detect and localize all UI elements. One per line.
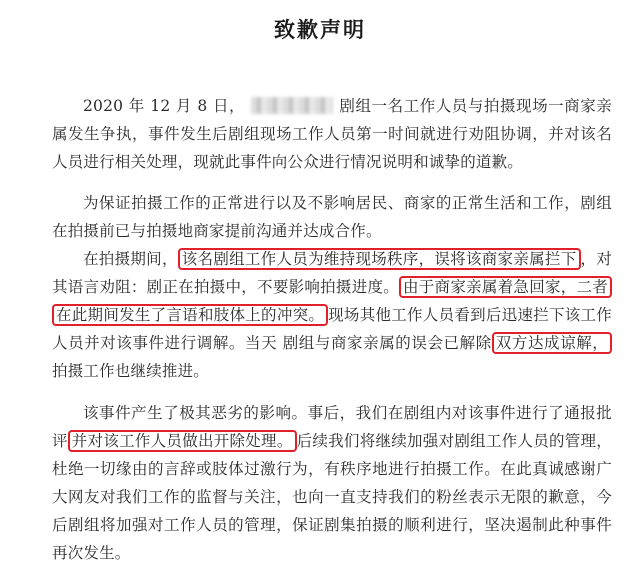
highlight-box-dismissal: 并对该工作人员做出开除处理。 [68,430,297,452]
paragraph-4 [52,399,612,567]
highlight-box-stopped-relative: 该名剧组工作人员为维持现场秩序，误将该商家亲属拦下 [178,248,581,270]
paragraph-1 [52,92,612,176]
paragraph-1-text: 剧组一名工作人员与拍摄现场一商家亲属发生争执，事件发生后剧组现场工作人员第一时间就进行劝阻协调，并对该名人员进行相关处理，现就此事件向公众进行情况说明和诚挚的道歉。 [52,97,612,171]
paragraph-4-part-2: 后续我们将继续加强对剧组工作人员的管理，杜绝一切缘由的言辞或肢体过激行为，有秩序地进行拍摄工作。在此真诚感谢广大网友对我们工作的监督与关注，也向一直支持我们的粉丝表示无限的歉意，今后剧组将加强对工作人员的管理，保证剧集拍摄的顺利进行，坚决遏制此种事件再次发生。 [52,432,612,562]
paragraph-3-part-1: 在拍摄期间， [83,250,178,268]
highlight-box-reconciled: 双方达成谅解， [492,332,612,354]
redacted-name-blur [251,97,333,114]
highlight-box-conflict: 由于商家亲属着急回家，二者在此期间发生了言语和肢体上的冲突。 [52,276,612,326]
paragraph-3-part-3: 现场其他工作人员看到后迅速拦下该工作人员并对该事件进行调解。当天 剧组与商家亲属的误会已解除 [52,306,612,352]
paragraph-4-part-1: 该事件产生了极其恶劣的影响。事后，我们在剧组内对该事件进行了通报批评 [52,404,612,450]
paragraph-3-part-2: ，对其语言劝阻：剧正在拍摄中，不要影响拍摄进度。 [52,250,612,296]
document-title: 致歉声明 [274,18,366,42]
paragraph-3 [52,245,612,385]
paragraph-2: 为保证拍摄工作的正常进行以及不影响居民、商家的正常生活和工作，剧组在拍摄前已与拍摄地商家提前沟通并达成合作。 [52,194,612,240]
paragraph-1-date: 2020 年 12 月 8 日， [83,97,246,115]
paragraph-3-part-4: 拍摄工作也继续推进。 [52,362,210,380]
